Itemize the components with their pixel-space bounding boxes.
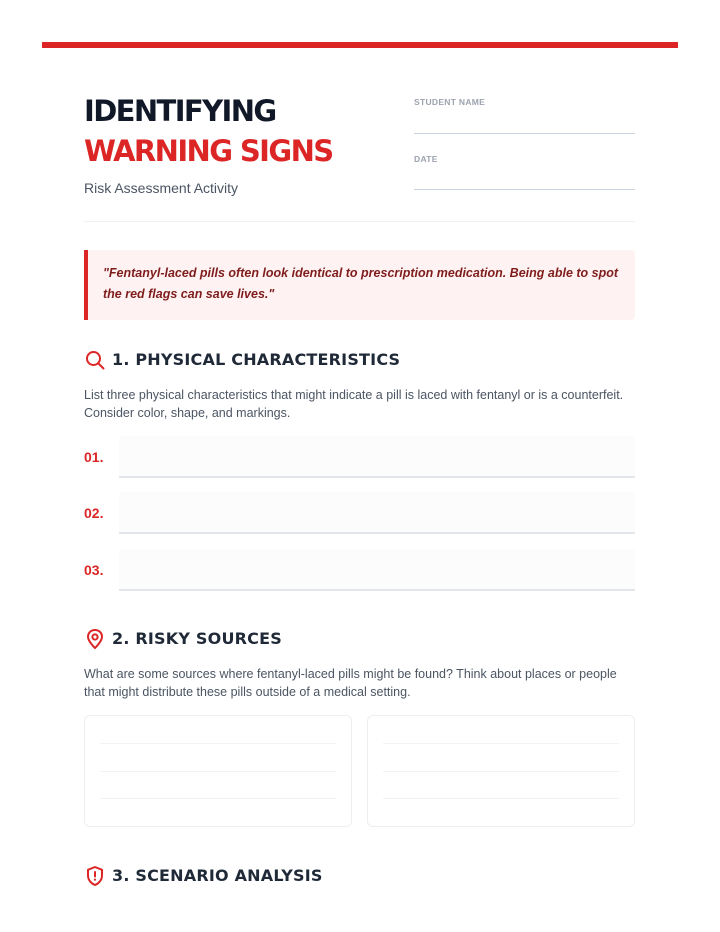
date-label: DATE: [414, 154, 438, 164]
writing-line: [383, 798, 619, 799]
answer-number-2: 02.: [84, 505, 104, 521]
quote-callout: [84, 250, 635, 320]
answer-number-3: 03.: [84, 562, 104, 578]
title-line-2: WARNING SIGNS: [84, 134, 333, 168]
response-box-left[interactable]: [84, 715, 352, 827]
subtitle: Risk Assessment Activity: [84, 180, 239, 196]
section-title-scenario: 3. SCENARIO ANALYSIS: [112, 866, 323, 885]
section-title-physical: 1. PHYSICAL CHARACTERISTICS: [112, 350, 401, 369]
writing-line: [100, 771, 336, 772]
title-line-1: IDENTIFYING: [84, 94, 276, 128]
answer-field-1[interactable]: [119, 436, 635, 478]
answer-number-1: 01.: [84, 449, 104, 465]
quote-text: "Fentanyl-laced pills often look identical to prescription medication. Being able to spot the red flags can save lives.": [103, 266, 619, 301]
writing-line: [383, 743, 619, 744]
answer-field-2[interactable]: [119, 492, 635, 534]
writing-line: [100, 743, 336, 744]
writing-line: [383, 771, 619, 772]
date-field[interactable]: [414, 189, 635, 190]
shield-alert-icon: [84, 865, 106, 887]
section-title-sources: 2. RISKY SOURCES: [112, 629, 282, 648]
section-description-physical: List three physical characteristics that might indicate a pill is laced with fentanyl or is a counterfeit. Consider color, shape, and markings.: [84, 388, 624, 420]
answer-field-3[interactable]: [119, 549, 635, 591]
top-accent-bar: [42, 42, 678, 48]
response-box-right[interactable]: [367, 715, 635, 827]
student-name-label: STUDENT NAME: [414, 97, 486, 107]
student-name-field[interactable]: [414, 133, 635, 134]
search-icon: [84, 349, 106, 371]
map-pin-icon: [84, 628, 106, 650]
writing-line: [100, 798, 336, 799]
header-divider: [84, 221, 635, 222]
section-description-sources: What are some sources where fentanyl-laced pills might be found? Think about places or people that might distribute these pills outside of a medical setting.: [84, 667, 617, 699]
